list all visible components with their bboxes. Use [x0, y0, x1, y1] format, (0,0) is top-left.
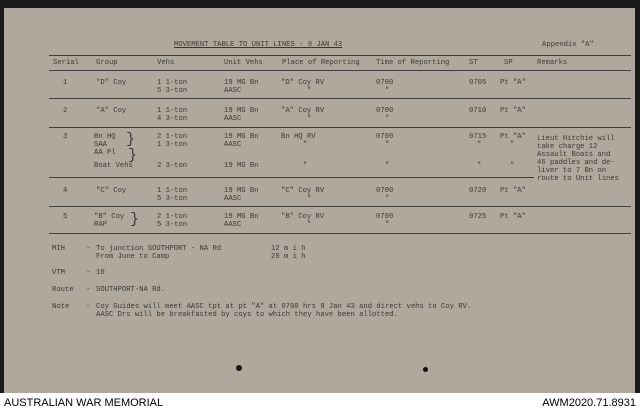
- row4-sp: Pt "A": [500, 187, 526, 195]
- vtm-dash: -: [86, 269, 91, 277]
- row2-unit-1: 19 MG Bn: [224, 107, 259, 115]
- row1-time: 0700: [376, 79, 394, 87]
- row3-time-ditto-1: ": [385, 141, 390, 149]
- row5-place: "B" Coy RV: [281, 213, 325, 221]
- mih-dash: -: [86, 245, 91, 253]
- row2-time-ditto: ": [385, 115, 390, 123]
- row3-remarks-6: route to Unit lines: [537, 175, 619, 183]
- mih-label: MIH: [52, 245, 65, 253]
- row3-time: 0700: [376, 133, 394, 141]
- footer-source: AUSTRALIAN WAR MEMORIAL: [4, 397, 164, 409]
- header-group: Group: [96, 59, 118, 67]
- row3-st: 0715: [469, 133, 487, 141]
- note-line-1: Coy Guides will meet AASC tpt at pt "A" at 0700 hrs 9 Jan 43 and direct vehs to Coy RV.: [96, 303, 472, 311]
- row3-sp-ditto-2: ": [510, 162, 515, 170]
- row1-sp: Pt "A": [500, 79, 526, 87]
- document-page: [4, 8, 635, 393]
- row5-serial: 5: [63, 213, 68, 221]
- row1-place-ditto: ": [307, 87, 312, 95]
- row4-vehs-1: 1 1-ton: [157, 187, 188, 195]
- row3-place-ditto-2: ": [303, 162, 308, 170]
- row4-vehs-2: 5 3-ton: [157, 195, 188, 203]
- row3-group-1: Bn HQ: [94, 133, 116, 141]
- document-title: MOVEMENT TABLE TO UNIT LINES - 9 JAN 43: [174, 41, 343, 49]
- row1-unit-1: 19 MG Bn: [224, 79, 259, 87]
- row5-brace: }: [130, 211, 140, 228]
- row3-remarks-2: take charge 12: [537, 143, 598, 151]
- route-dash: -: [86, 286, 91, 294]
- appendix-label: Appendix "A": [542, 41, 594, 49]
- header-time: Time of Reporting: [376, 59, 450, 67]
- archive-footer: [0, 393, 640, 411]
- row3-remarks-4: 46 paddles and de-: [537, 159, 615, 167]
- row1-serial: 1: [63, 79, 68, 87]
- row2-serial: 2: [63, 107, 68, 115]
- row3-st-ditto-2: ": [477, 162, 482, 170]
- row3-remarks-3: Assault Boats and: [537, 151, 611, 159]
- row3-vehs-1: 2 1-ton: [157, 133, 188, 141]
- row2-rule: [49, 127, 631, 128]
- row1-place: "D" Coy RV: [281, 79, 325, 87]
- row3-brace-1: }: [126, 131, 136, 148]
- row5-unit-1: 19 MG Bn: [224, 213, 259, 221]
- route-value: SOUTHPORT-NA Rd.: [96, 286, 166, 294]
- header-serial: Serial: [53, 59, 79, 67]
- row3-sp: Pt "A": [500, 133, 526, 141]
- row3-unit-1: 19 MG Bn: [224, 133, 259, 141]
- mih-speed-1: 12 m i h: [271, 245, 306, 253]
- note-label: Note: [52, 303, 70, 311]
- header-place: Place of Reporting: [282, 59, 360, 67]
- header-bottom-rule: [49, 70, 631, 71]
- row5-sp: Pt "A": [500, 213, 526, 221]
- row3-brace-2: }: [128, 147, 138, 164]
- row5-place-ditto: ": [307, 221, 312, 229]
- row5-group-2: RAP: [94, 221, 107, 229]
- row2-group: "A" Coy: [96, 107, 127, 115]
- note-dash: -: [86, 303, 91, 311]
- row2-st: 0710: [469, 107, 487, 115]
- row3-time-ditto-2: ": [385, 162, 390, 170]
- row5-unit-2: AASC: [224, 221, 242, 229]
- row4-unit-1: 19 MG Bn: [224, 187, 259, 195]
- row5-time: 0700: [376, 213, 394, 221]
- row5-vehs-1: 2 1-ton: [157, 213, 188, 221]
- header-remarks: Remarks: [537, 59, 568, 67]
- header-top-rule: [49, 55, 631, 56]
- row5-st: 0725: [469, 213, 487, 221]
- row1-vehs-1: 1 1-ton: [157, 79, 188, 87]
- row5-vehs-2: 5 3-ton: [157, 221, 188, 229]
- row3-group-4: Boat Vehs: [94, 162, 133, 170]
- mih-line-2: From June to Camp: [96, 253, 170, 261]
- row5-group-1: "B" Coy: [94, 213, 125, 221]
- row3-vehs-2: 1 3-ton: [157, 141, 188, 149]
- row4-group: "C" Coy: [96, 187, 127, 195]
- vtm-label: VTM: [52, 269, 65, 277]
- row1-rule: [49, 98, 631, 99]
- row4-time-ditto: ": [385, 195, 390, 203]
- row2-vehs-2: 4 3-ton: [157, 115, 188, 123]
- row4-place: "C" Coy RV: [281, 187, 325, 195]
- row3-serial: 3: [63, 133, 68, 141]
- header-st: ST: [469, 59, 478, 67]
- row3-sp-ditto-1: ": [510, 141, 515, 149]
- row4-serial: 4: [63, 187, 68, 195]
- row3-rule: [49, 177, 534, 178]
- table-bottom-rule: [49, 233, 631, 234]
- header-unit-vehs: Unit Vehs: [224, 59, 263, 67]
- row5-time-ditto: ": [385, 221, 390, 229]
- row3-st-ditto-1: ": [477, 141, 482, 149]
- row1-st: 0705: [469, 79, 487, 87]
- row3-unit-2: AASC: [224, 141, 242, 149]
- note-line-2: AASC Drs will be breakfasted by coys to which they have been allotted.: [96, 311, 398, 319]
- row3-unit-3: 19 MG Bn: [224, 162, 259, 170]
- vtm-value: 10: [96, 269, 105, 277]
- row3-group-3: AA Pl: [94, 149, 116, 157]
- row2-sp: Pt "A": [500, 107, 526, 115]
- row2-place: "A" Coy RV: [281, 107, 325, 115]
- header-vehs: Vehs: [157, 59, 175, 67]
- row1-group: "D" Coy: [96, 79, 127, 87]
- row4-time: 0700: [376, 187, 394, 195]
- row1-vehs-2: 5 3-ton: [157, 87, 188, 95]
- row4-unit-2: AASC: [224, 195, 242, 203]
- route-label: Route: [52, 286, 74, 294]
- row3-remarks-1: Lieut Hitchie will: [537, 135, 615, 143]
- row2-unit-2: AASC: [224, 115, 242, 123]
- row4-rule: [49, 206, 631, 207]
- row2-vehs-1: 1 1-ton: [157, 107, 188, 115]
- row2-place-ditto: ": [307, 115, 312, 123]
- punch-hole: [423, 367, 428, 372]
- mih-speed-2: 20 m i h: [271, 253, 306, 261]
- row4-st: 0720: [469, 187, 487, 195]
- row4-place-ditto: ": [307, 195, 312, 203]
- row2-time: 0700: [376, 107, 394, 115]
- header-sp: SP: [504, 59, 513, 67]
- row1-unit-2: AASC: [224, 87, 242, 95]
- row3-place-ditto-1: ": [303, 141, 308, 149]
- row3-vehs-3: 2 3-ton: [157, 162, 188, 170]
- footer-accession-number: AWM2020.71.8931: [542, 397, 636, 409]
- punch-hole: [236, 365, 242, 371]
- row1-time-ditto: ": [385, 87, 390, 95]
- mih-line-1: To junction SOUTHPORT - NA Rd: [96, 245, 222, 253]
- row3-remarks-5: liver to 7 Bn on: [537, 167, 607, 175]
- row3-place: Bn HQ RV: [281, 133, 316, 141]
- row3-group-2: SAA: [94, 141, 107, 149]
